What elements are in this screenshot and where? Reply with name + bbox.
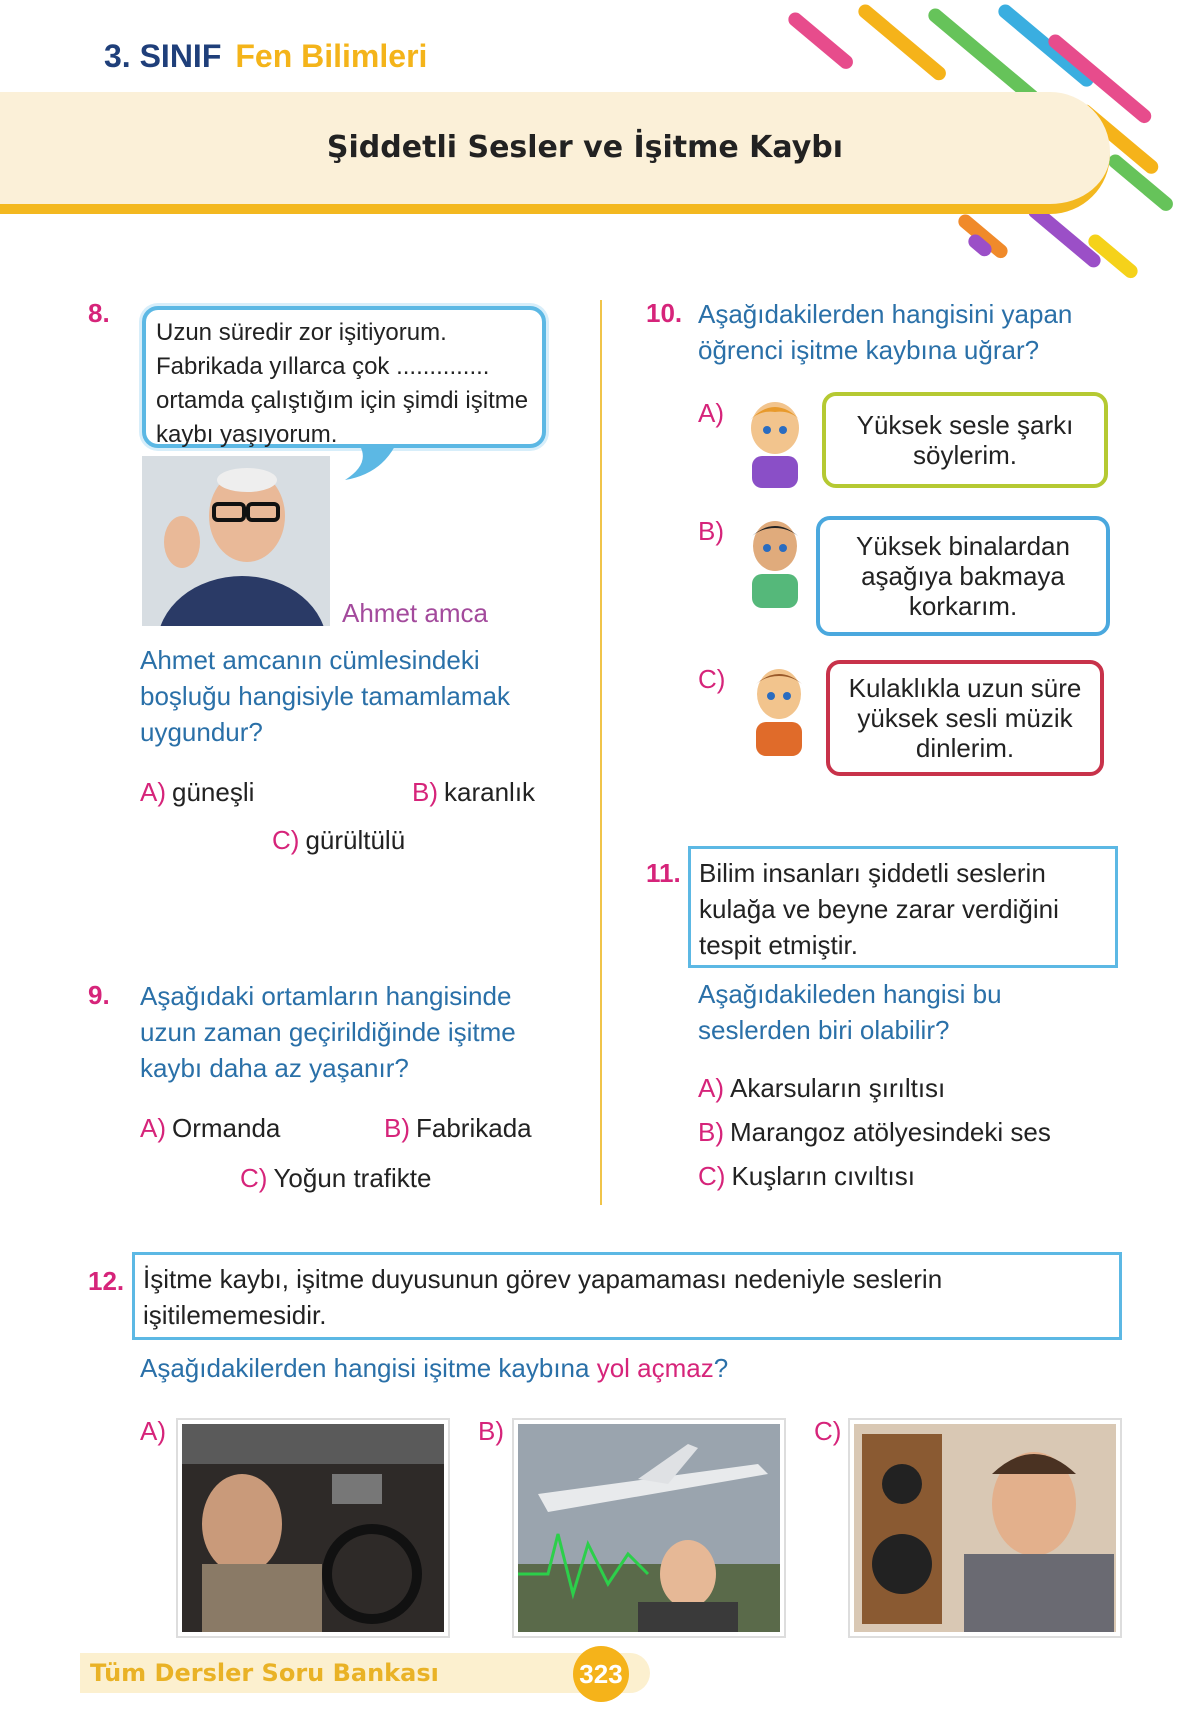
- q12-option-a-letter: A): [140, 1416, 166, 1446]
- q12-question-emph: yol açmaz: [596, 1353, 714, 1383]
- car-driver-photo-icon: [182, 1424, 444, 1632]
- q8-option-b-text: karanlık: [444, 777, 536, 807]
- q10-option-b[interactable]: Yüksek binalardan aşağıya bakmaya korkarım.: [816, 516, 1110, 636]
- q8-question: Ahmet amcanın cümlesindeki boşluğu hangisiyle tamamlamak uygundur?: [140, 645, 510, 747]
- bubble-tail-icon: [340, 444, 400, 484]
- q11-option-a[interactable]: [698, 1070, 945, 1106]
- q12-option-a[interactable]: [178, 1420, 448, 1636]
- ahmet-amca-photo: [142, 456, 330, 626]
- q10-option-c[interactable]: Kulaklıkla uzun süre yüksek sesli müzik dinlerim.: [826, 660, 1104, 776]
- grade-label: 3. SINIF: [104, 38, 222, 74]
- q11-option-c-letter: C): [698, 1161, 726, 1191]
- q8-caption: Ahmet amca: [342, 598, 488, 628]
- q12-number: 12.: [88, 1266, 125, 1296]
- q9-option-a-letter: A): [140, 1113, 166, 1143]
- q8-number: 8.: [88, 298, 110, 328]
- q10-number: 10.: [646, 298, 683, 328]
- q11-option-c-text: Kuşların cıvıltısı: [731, 1161, 915, 1191]
- q8-option-c-text: gürültülü: [305, 825, 406, 855]
- elderly-man-icon: [142, 456, 330, 626]
- q11-number: 11.: [646, 858, 681, 888]
- subject-label: Fen Bilimleri: [235, 38, 428, 74]
- q8-option-b-letter: B): [412, 777, 438, 807]
- q12-question-end: ?: [713, 1353, 729, 1383]
- q8-speech-bubble: Uzun süredir zor işitiyorum. Fabrikada yıllarca çok .............. ortamda çalıştığım için şimdi işitme kaybı yaşıyorum.: [142, 306, 546, 448]
- q8-option-a-letter: A): [140, 777, 166, 807]
- q12-question-main: Aşağıdakilerden hangisi işitme kaybına: [140, 1353, 590, 1383]
- q11-question: Aşağıdakileden hangisi bu seslerden biri olabilir?: [698, 979, 1002, 1045]
- q12-option-c[interactable]: [850, 1420, 1120, 1636]
- q12-statement: İşitme kaybı, işitme duyusunun görev yapamaması nedeniyle seslerin işitilememesidir.: [143, 1264, 943, 1330]
- q9-option-b-letter: B): [384, 1113, 410, 1143]
- q12-option-b-letter: B): [478, 1416, 504, 1446]
- q9-option-b[interactable]: [384, 1110, 532, 1146]
- q9-option-c[interactable]: [240, 1160, 431, 1196]
- q8-option-c[interactable]: [272, 822, 405, 858]
- q8-option-b[interactable]: [412, 774, 535, 810]
- q11-option-c[interactable]: [698, 1158, 915, 1194]
- student-a-icon: [740, 398, 810, 488]
- q11-statement-box: [688, 846, 1118, 968]
- q9-question: Aşağıdaki ortamların hangisinde uzun zaman geçirildiğinde işitme kaybı daha az yaşanır?: [140, 981, 516, 1083]
- q12-option-c-letter: C): [814, 1416, 842, 1446]
- q9-option-c-letter: C): [240, 1163, 268, 1193]
- q8-option-a[interactable]: [140, 774, 254, 810]
- q10-option-b-letter: B): [698, 516, 724, 546]
- q12-statement-box: [132, 1252, 1122, 1340]
- q8-option-a-text: güneşli: [172, 777, 255, 807]
- q9-number: 9.: [88, 980, 110, 1010]
- q10-option-a[interactable]: Yüksek sesle şarkı söylerim.: [822, 392, 1108, 488]
- q11-option-b-text: Marangoz atölyesindeki ses: [730, 1117, 1051, 1147]
- q11-option-a-text: Akarsuların şırıltısı: [730, 1073, 946, 1103]
- q9-option-b-text: Fabrikada: [416, 1113, 532, 1143]
- footer-book-title: Tüm Dersler Soru Bankası: [90, 1659, 439, 1687]
- q12-option-b[interactable]: [514, 1420, 784, 1636]
- q12-question: [140, 1350, 1120, 1386]
- q9-option-a-text: Ormanda: [172, 1113, 281, 1143]
- airplane-noise-photo-icon: [518, 1424, 780, 1632]
- q9-option-a[interactable]: [140, 1110, 280, 1146]
- q10-option-c-letter: C): [698, 664, 726, 694]
- q11-option-b[interactable]: [698, 1114, 1051, 1150]
- loud-speaker-photo-icon: [854, 1424, 1116, 1632]
- q11-statement: Bilim insanları şiddetli seslerin kulağa ve beyne zarar verdiğini tespit etmiştir.: [699, 858, 1059, 960]
- q8-option-c-letter: C): [272, 825, 300, 855]
- q11-option-b-letter: B): [698, 1117, 724, 1147]
- q9-option-c-text: Yoğun trafikte: [273, 1163, 432, 1193]
- q10-question: Aşağıdakilerden hangisini yapan öğrenci işitme kaybına uğrar?: [698, 299, 1073, 365]
- column-divider: [600, 300, 602, 1205]
- q10-option-a-letter: A): [698, 398, 724, 428]
- student-b-icon: [740, 516, 810, 608]
- header-grade: [104, 38, 427, 75]
- student-c-icon: [744, 664, 814, 756]
- page-title: Şiddetli Sesler ve İşitme Kaybı: [326, 130, 844, 165]
- q11-option-a-letter: A): [698, 1073, 724, 1103]
- page-number: 323: [573, 1646, 629, 1702]
